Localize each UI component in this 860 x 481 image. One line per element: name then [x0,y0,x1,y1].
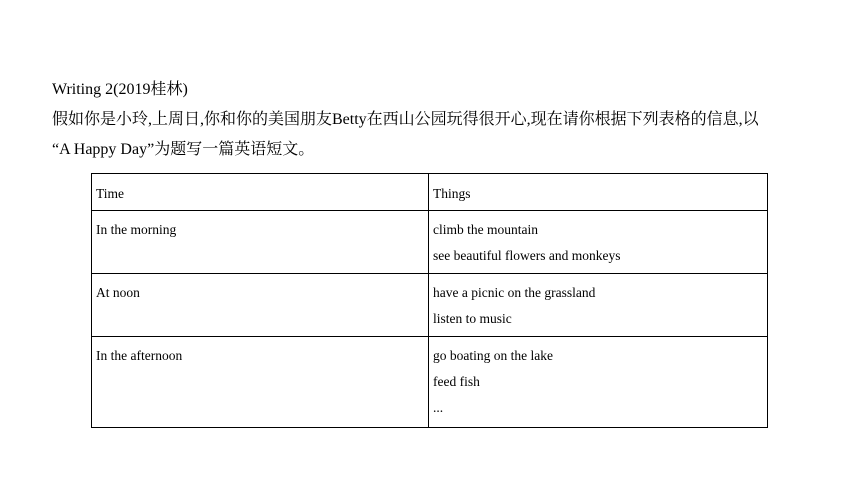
header-things: Things [429,174,768,211]
time-cell: At noon [92,274,429,337]
prompt-text-line-1: 假如你是小玲,上周日,你和你的美国朋友Betty在西山公园玩得很开心,现在请你根据下列表格的信息,以 [52,111,759,128]
table-row [92,211,768,274]
header-time: Time [92,174,429,211]
table-header-row [92,174,768,211]
activity-item: listen to music [433,311,512,326]
table-row [92,274,768,337]
activity-item: see beautiful flowers and monkeys [433,248,621,263]
activity-item: ... [433,400,444,415]
things-cell [429,274,768,337]
activity-item: have a picnic on the grassland [433,285,596,300]
time-cell: In the morning [92,211,429,274]
activity-item: go boating on the lake [433,348,553,363]
table-row [92,337,768,428]
things-cell [429,211,768,274]
exercise-heading: Writing 2(2019桂林) [52,81,188,98]
time-cell: In the afternoon [92,337,429,428]
activity-item: climb the mountain [433,222,538,237]
activity-item: feed fish [433,374,480,389]
things-cell [429,337,768,428]
prompt-text-line-2: “A Happy Day”为题写一篇英语短文。 [52,141,315,158]
info-table [91,173,768,428]
